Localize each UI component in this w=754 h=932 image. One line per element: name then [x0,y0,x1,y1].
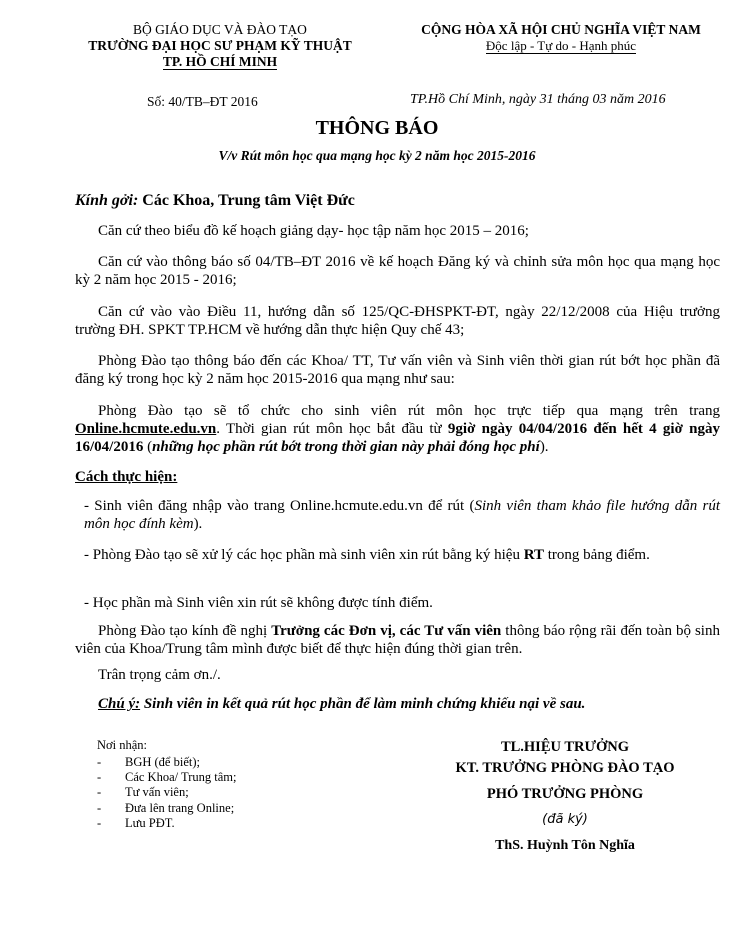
rt-symbol: RT [523,547,545,563]
paragraph-3: Căn cứ vào vào Điều 11, hướng dẫn số 125/QC-ĐHSPKT-ĐT, ngày 22/12/2008 của Hiệu trưởng trường ĐH. SPKT TP.HCM về hướng dẫn thực hiện Quy chế 43; [75,304,720,338]
closing-text-a: Phòng Đào tạo kính đề nghị [98,623,272,639]
closing-addressees: Trưởng các Đơn vị, các Tư vấn viên [271,623,502,639]
note-line [75,695,720,713]
country-name: CỘNG HÒA XÃ HỘI CHỦ NGHĨA VIỆT NAM [421,22,701,37]
paragraph-5 [75,402,720,456]
paragraph-5-text-d: ). [539,439,549,455]
method-step-2-text: - Phòng Đào tạo sẽ xử lý các học phần mà sinh viên xin rút bằng ký hiệu [84,547,524,563]
paragraph-5-text-a: Phòng Đào tạo sẽ tổ chức cho sinh viên rút môn học trực tiếp qua mạng trên trang [98,403,720,419]
greeting [75,192,355,210]
ministry-name: BỘ GIÁO DỤC VÀ ĐÀO TẠO [133,22,307,37]
document-number: Số: 40/TB–ĐT 2016 [147,94,258,109]
method-step-1-italic: Sinh viên tham khảo file hướng dẫn rút môn học đính kèm [84,498,720,532]
recipient-item: - Các Khoa/ Trung tâm; [97,770,237,785]
closing-paragraph [75,622,720,658]
paragraph-2: Căn cứ vào thông báo số 04/TB–ĐT 2016 về kế hoạch Đăng ký và chỉnh sửa môn học qua mạng học kỳ 2 năm học 2015 - 2016; [75,254,720,288]
recipient-item: - Lưu PĐT. [97,815,175,830]
place-date: TP.Hồ Chí Minh, ngày 31 tháng 03 năm 2016 [410,92,666,107]
paragraph-5-text-b: . Thời gian rút môn học bắt đầu từ [216,421,448,437]
recipients-label: Nơi nhận: [97,738,148,752]
paragraph-1: Căn cứ theo biểu đồ kế hoạch giảng dạy- học tập năm học 2015 – 2016; [98,223,529,239]
recipients-block [97,738,236,831]
recipient-item: - Đưa lên trang Online; [97,800,235,815]
method-step-1-text: - Sinh viên đăng nhập vào trang Online.hcmute.edu.vn để rút ( [84,498,475,514]
online-link[interactable]: Online.hcmute.edu.vn [75,421,217,437]
document-subject: V/v Rút môn học qua mạng học kỳ 2 năm học 2015-2016 [218,148,536,163]
paragraph-5-text-c: ( [143,439,153,455]
greeting-label: Kính gởi: [75,192,139,209]
signature-line-1: TL.HIỆU TRƯỞNG [500,739,630,755]
issuer-header [62,22,378,70]
national-header [396,22,726,54]
fee-note: những học phần rút bớt trong thời gian này phải đóng học phí [152,439,540,455]
recipient-item: - BGH (để biết); [97,755,200,769]
note-text: Sinh viên in kết quả rút học phần để làm minh chứng khiếu nại về sau. [143,696,586,712]
withdrawal-period: 9giờ ngày 04/04/2016 đến hết 4 giờ ngày 16/04/2016 [75,421,720,455]
signer-name: ThS. Huỳnh Tôn Nghĩa [495,838,635,853]
method-step-1 [84,497,720,533]
signature-title: PHÓ TRƯỞNG PHÒNG [486,786,644,802]
thanks-line: Trân trọng cảm ơn./. [98,667,221,683]
recipient-item: - Tư vấn viên; [97,785,189,800]
method-step-2-end: trong bảng điểm. [544,547,650,563]
signature-line-2: KT. TRƯỞNG PHÒNG ĐÀO TẠO [455,760,675,776]
greeting-recipients: Các Khoa, Trung tâm Việt Đức [142,192,355,209]
recipients-list [97,755,236,831]
document-title: THÔNG BÁO [315,117,439,139]
method-step-2 [84,546,720,564]
national-motto: Độc lập - Tự do - Hạnh phúc [485,38,637,53]
method-heading: Cách thực hiện: [75,469,178,485]
university-name: TRƯỜNG ĐẠI HỌC SƯ PHẠM KỸ THUẬT [88,38,352,53]
method-step-1-end: ). [193,516,203,532]
note-label: Chú ý: [98,696,141,712]
university-city: TP. HỒ CHÍ MINH [162,54,278,69]
closing-text-b: thông báo rộng rãi đến toàn bộ sinh viên của Khoa/Trung tâm mình được biết để thực hiện đúng thời gian trên. [75,623,720,657]
method-step-3: - Học phần mà Sinh viên xin rút sẽ không được tính điểm. [84,595,433,611]
paragraph-4: Phòng Đào tạo thông báo đến các Khoa/ TT, Tư vấn viên và Sinh viên thời gian rút bớt học phần đã đăng ký trong học kỳ 2 năm học 2015-2016 qua mạng như sau: [75,353,720,387]
signed-mark: (đã ký) [542,812,588,827]
